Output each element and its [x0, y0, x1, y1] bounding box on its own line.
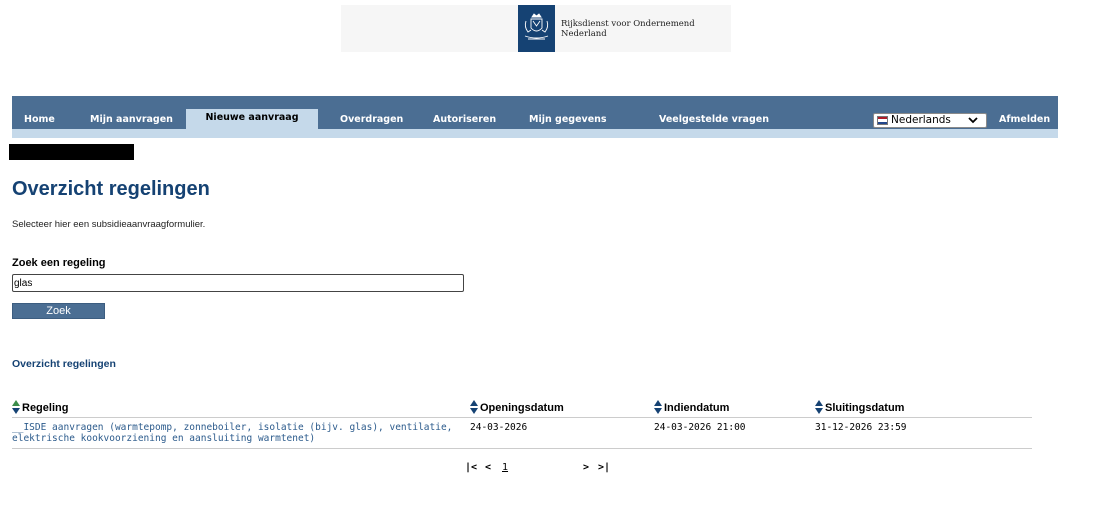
page-title: Overzicht regelingen	[12, 178, 210, 200]
sort-updown-icon	[12, 400, 20, 414]
column-header-sluitingsdatum[interactable]	[815, 400, 904, 414]
table-cell-indiendatum: 24-03-2026 21:00	[654, 422, 746, 433]
pager-page-1[interactable]: 1	[502, 462, 509, 473]
logo-text	[561, 19, 695, 39]
language-select-value: Nederlands	[891, 114, 951, 126]
column-header-openingsdatum[interactable]	[470, 400, 564, 414]
table-row-regeling-link[interactable]: __ISDE aanvragen (warmtepomp, zonneboiler, isolatie (bijv. glas), ventilatie, elektrische kookvoorziening en aansluiting warmtenet)	[12, 422, 453, 444]
column-header-label: Indiendatum	[664, 402, 730, 414]
column-header-label: Sluitingsdatum	[825, 402, 905, 414]
logo-line-1: Rijksdienst voor Ondernemend	[561, 19, 695, 29]
intro-text: Selecteer hier een subsidieaanvraagformulier.	[12, 219, 206, 230]
logo-line-2: Nederland	[561, 29, 607, 39]
chevron-down-icon	[968, 115, 978, 129]
table-cell-sluitingsdatum: 31-12-2026 23:59	[815, 422, 907, 433]
table-cell-openingsdatum: 24-03-2026	[470, 422, 528, 433]
sort-updown-icon	[815, 400, 823, 414]
column-header-label: Openingsdatum	[480, 402, 564, 414]
rvo-logo[interactable]	[518, 5, 555, 52]
language-select[interactable]	[873, 113, 987, 128]
pager-next[interactable]: >	[583, 462, 590, 473]
column-header-regeling[interactable]	[12, 400, 68, 414]
column-header-indiendatum[interactable]	[654, 400, 729, 414]
pager-prev[interactable]: <	[485, 462, 492, 473]
table-header-divider	[12, 417, 1032, 418]
nav-item-mijn-gegevens[interactable]: Mijn gegevens	[529, 114, 607, 125]
dutch-flag-icon	[877, 116, 888, 125]
redacted-user-block	[9, 144, 134, 160]
nav-sub-strip	[12, 129, 1058, 138]
nav-item-overdragen[interactable]: Overdragen	[340, 114, 404, 125]
coat-of-arms-icon	[522, 13, 551, 43]
nav-item-veelgestelde-vragen[interactable]: Veelgestelde vragen	[659, 114, 769, 125]
pager-last[interactable]: >|	[598, 462, 611, 473]
table-row-divider	[12, 448, 1032, 449]
nav-item-mijn-aanvragen[interactable]: Mijn aanvragen	[90, 114, 173, 125]
nav-item-autoriseren[interactable]: Autoriseren	[433, 114, 497, 125]
search-label: Zoek een regeling	[12, 257, 106, 269]
section-title: Overzicht regelingen	[12, 358, 116, 370]
sort-updown-icon	[654, 400, 662, 414]
pager-first[interactable]: |<	[465, 462, 478, 473]
search-input[interactable]	[12, 274, 464, 292]
logout-link[interactable]: Afmelden	[999, 114, 1051, 125]
column-header-label: Regeling	[22, 402, 69, 414]
sort-updown-icon	[470, 400, 478, 414]
search-button[interactable]: Zoek	[12, 303, 105, 319]
nav-item-nieuwe-aanvraag[interactable]: Nieuwe aanvraag	[186, 109, 318, 138]
nav-item-home[interactable]: Home	[24, 114, 55, 125]
